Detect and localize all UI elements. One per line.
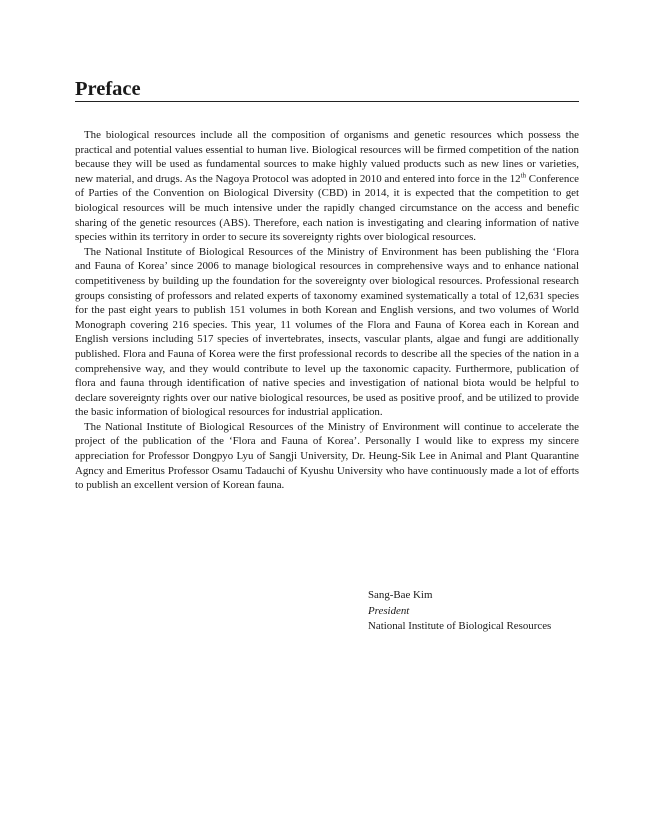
ordinal-superscript: th: [520, 171, 527, 180]
paragraph-2: [75, 245, 579, 420]
preface-body: [75, 128, 579, 493]
paragraph-2-text: The National Institute of Biological Resources of the Ministry of Environment has been publishing the ‘Flora and Fauna of Korea’ since 2006 to manage biological resources in comprehensive ways and to enhance national competitiveness by building up the foundation for the sovereignty over biological resources. Professional research groups consisting of professors and related experts of taxonomy examined systematically a total of 12,631 species for the past eight years to publish 151 volumes in both Korean and English versions, and two volumes of World Monograph covering 216 species. This year, 11 volumes of the Flora and Fauna of Korea each in Korean and English versions including 517 species of invertebrates, insects, vascular plants, algae and fungi are additionally published. Flora and Fauna of Korea were the first professional records to describe all the species of the nation in a comprehensive way, and they would contribute to level up the taxonomic capacity. Furthermore, publication of flora and fauna through identification of native species and investigation of national biota would be helpful to declare sovereignty rights over our native biological resources, be used as positive proof, and be utilized to provide the basic information of biological resources for industrial application.: [75, 245, 579, 419]
paragraph-1-text: The biological resources include all the composition of organisms and genetic resources which possess the practical and potential values essential to human live. Biological resources will be firmed competition of the nation because they will be used as fundamental sources to make highly valued products such as new lines or varieties, new material, and drugs. As the Nagoya Protocol was adopted in 2010 and entered into force in the 12: [75, 129, 579, 185]
signatory-role: President: [368, 604, 410, 617]
paragraph-3-text: The National Institute of Biological Resources of the Ministry of Environment will continue to accelerate the project of the publication of the ‘Flora and Fauna of Korea’. Personally I would like to express my sincere appreciation for Professor Dongpyo Lyu of Sangji University, Dr. Heung-Sik Lee in Animal and Plant Quarantine Agncy and Emeritus Professor Osamu Tadauchi of Kyushu University who have continuously made a lot of efforts to publish an excellent version of Korean fauna.: [75, 420, 579, 492]
paragraph-1: [75, 128, 579, 245]
signatory-name: Sang-Bae Kim: [368, 589, 433, 601]
signature-block: [368, 588, 551, 635]
paragraph-3: [75, 420, 579, 493]
page-title: Preface: [75, 78, 141, 100]
title-divider: [75, 101, 579, 102]
paragraph-1-text-continued: Conference of Parties of the Convention on Biological Diversity (CBD) in 2014, it is expected that the competition to get biological resources will be much intensive under the rapidly changed circumstance on the access and benefic sharing of the genetic resources (ABS). Therefore, each nation is investigating and clearing information of native species within its territory in order to secure its sovereignty rights over biological resources.: [75, 172, 579, 244]
signatory-organization: National Institute of Biological Resources: [368, 620, 552, 632]
